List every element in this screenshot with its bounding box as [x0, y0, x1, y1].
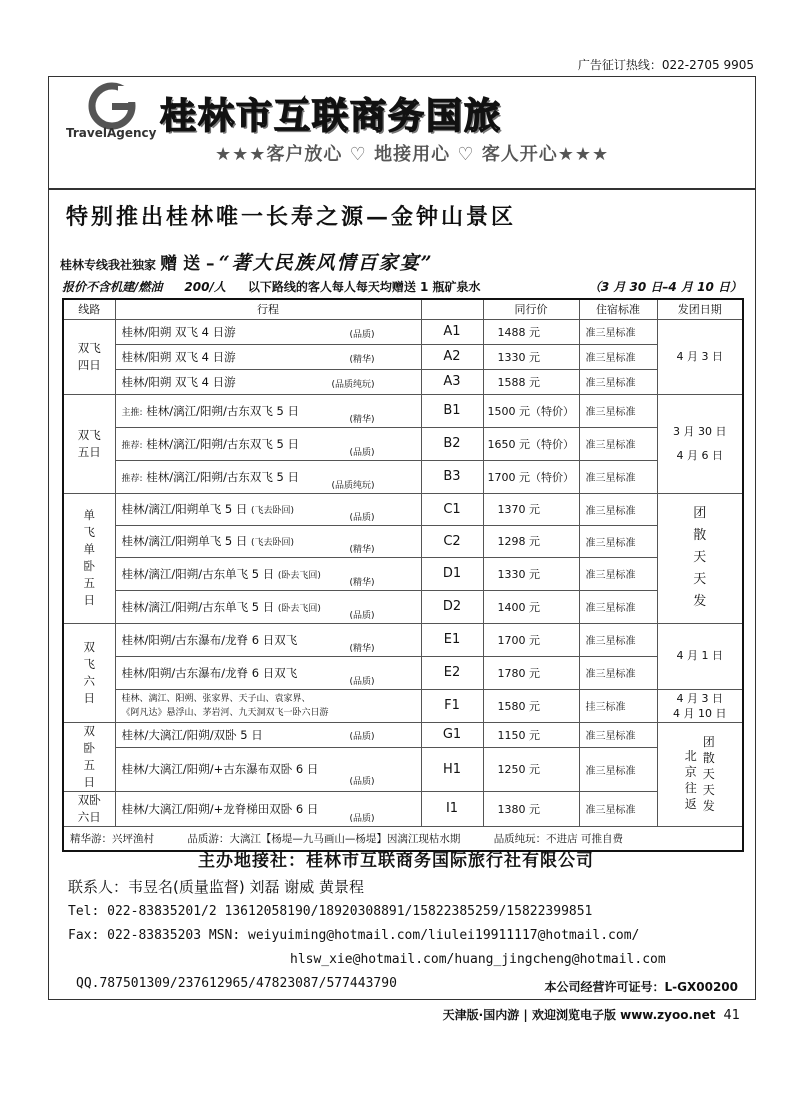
hotel-cell: 准三星标准: [579, 460, 657, 493]
header-cell: [421, 299, 483, 319]
route-cell: 主推: 桂林/漓江/阳朔/古东双飞 5 日 (精华): [115, 394, 421, 427]
table-row: [63, 460, 743, 493]
operator-name: 主办地接社：桂林市互联商务国际旅行社有限公司: [198, 851, 594, 871]
table-row: [63, 394, 743, 427]
code-cell: H1: [421, 747, 483, 791]
table-row: [63, 557, 743, 590]
departure-cell: 3 月 30 日 4 月 6 日: [657, 394, 743, 493]
hotel-cell: 准三星标准: [579, 557, 657, 590]
route-cell: 桂林、漓江、阳朔、张家界、天子山、袁家界、 《阿凡达》悬浮山、茅岩河、九天洞双飞一卧六日游: [115, 689, 421, 722]
table-row: [63, 344, 743, 369]
header-cell: 住宿标准: [579, 299, 657, 319]
group-label: 双飞 四日: [63, 319, 115, 394]
group-label: 双 飞 六 日: [63, 623, 115, 722]
table-row: [63, 722, 743, 747]
code-cell: I1: [421, 791, 483, 826]
footnote-chunwan: 品质纯玩：不进店 可推自费: [493, 832, 624, 845]
hotel-cell: 准三星标准: [579, 319, 657, 344]
code-cell: E1: [421, 623, 483, 656]
table-row: [63, 319, 743, 344]
route-cell: 桂林/阳朔/古东瀑布/龙脊 6 日双飞 (品质): [115, 656, 421, 689]
departure-cell: 4 月 3 日: [657, 319, 743, 394]
price-cell: 1400 元: [483, 590, 579, 623]
price-cell: 1330 元: [483, 557, 579, 590]
route-cell: 桂林/漓江/阳朔单飞 5 日 (飞去卧回) (精华): [115, 525, 421, 557]
hotel-cell: 准三星标准: [579, 525, 657, 557]
table-row: [63, 590, 743, 623]
table-row: [63, 689, 743, 722]
hotel-cell: 准三星标准: [579, 369, 657, 394]
table-row: [63, 427, 743, 460]
route-cell: 桂林/漓江/阳朔/古东单飞 5 日 (卧去飞回) (精华): [115, 557, 421, 590]
contact-tel: Tel: 022-83835201/2 13612058190/18920308891/15822385259/15822399851: [68, 904, 593, 919]
departure-cell: 团 散 天 天 发: [657, 493, 743, 623]
route-cell: 桂林/漓江/阳朔单飞 5 日 (飞去卧回) (品质): [115, 493, 421, 525]
gift-banquet: “著大民族风情百家宴”: [218, 252, 434, 274]
price-cell: 1380 元: [483, 791, 579, 826]
price-note: [62, 278, 742, 295]
hotel-cell: 准三星标准: [579, 344, 657, 369]
group-label: 单 飞 单 卧 五 日: [63, 493, 115, 623]
route-cell: 推荐: 桂林/漓江/阳朔/古东双飞 5 日 (品质): [115, 427, 421, 460]
contact-msn: hlsw_xie@hotmail.com/huang_jingcheng@hotmail.com: [290, 952, 666, 967]
code-cell: A1: [421, 319, 483, 344]
table-row: [63, 791, 743, 826]
code-cell: A3: [421, 369, 483, 394]
hotel-cell: 准三星标准: [579, 722, 657, 747]
departure-note: 团 散 天 天 发: [702, 735, 715, 813]
license-number: 本公司经营许可证号：L-GX00200: [544, 980, 738, 994]
page-footer: [443, 1006, 740, 1023]
route-cell: 桂林/阳朔 双飞 4 日游 (精华): [115, 344, 421, 369]
hotel-cell: 准三星标准: [579, 493, 657, 525]
route-table: [62, 298, 744, 852]
code-cell: G1: [421, 722, 483, 747]
logo-icon: [88, 82, 136, 130]
page-number: 41: [723, 1008, 740, 1023]
exclusion-note: 报价不含机建/燃油: [62, 280, 163, 294]
gift-prefix: 桂林专线我社独家: [60, 258, 157, 272]
divider: [48, 188, 756, 190]
route-cell: 桂林/漓江/阳朔/古东单飞 5 日 (卧去飞回) (品质): [115, 590, 421, 623]
route-cell: 桂林/大漓江/阳朔/双卧 5 日 (品质): [115, 722, 421, 747]
footer-text: 天津版·国内游 | 欢迎浏览电子版 www.zyoo.net: [442, 1008, 716, 1022]
hotel-cell: 准三星标准: [579, 747, 657, 791]
table-row: [63, 747, 743, 791]
price-cell: 1650 元（特价）: [483, 427, 579, 460]
hotel-cell: 挂三标准: [579, 689, 657, 722]
code-cell: B2: [421, 427, 483, 460]
price-cell: 1298 元: [483, 525, 579, 557]
headline: 特别推出桂林唯一长寿之源—金钟山景区: [66, 204, 517, 230]
price-cell: 1588 元: [483, 369, 579, 394]
code-cell: B1: [421, 394, 483, 427]
route-cell: 桂林/阳朔 双飞 4 日游 (品质纯玩): [115, 369, 421, 394]
water-note: 以下路线的客人每人每天均赠送 1 瓶矿泉水: [247, 280, 481, 294]
code-cell: C1: [421, 493, 483, 525]
table-row: [63, 656, 743, 689]
price-cell: 1150 元: [483, 722, 579, 747]
price-cell: 1250 元: [483, 747, 579, 791]
ad-hotline: 广告征订热线：022-2705 9905: [577, 58, 754, 72]
route-cell: 推荐: 桂林/漓江/阳朔/古东双飞 5 日 (品质纯玩): [115, 460, 421, 493]
contact-qq: QQ.787501309/237612965/47823087/577443790: [76, 976, 397, 991]
hotel-cell: 准三星标准: [579, 623, 657, 656]
hotel-cell: 准三星标准: [579, 590, 657, 623]
contact-people: 联系人：韦昱名(质量监督) 刘磊 谢威 黄景程: [68, 878, 365, 896]
price-cell: 1370 元: [483, 493, 579, 525]
header-cell: 发团日期: [657, 299, 743, 319]
header-cell: 线路: [63, 299, 115, 319]
hotel-cell: 准三星标准: [579, 791, 657, 826]
gift-verb: 赠 送 –: [160, 254, 215, 274]
code-cell: A2: [421, 344, 483, 369]
departure-cell: 4 月 1 日: [657, 623, 743, 689]
price-cell: 1780 元: [483, 656, 579, 689]
code-cell: F1: [421, 689, 483, 722]
departure-cell: [657, 722, 743, 826]
table-header: [63, 299, 743, 319]
route-cell: 桂林/大漓江/阳朔/+龙脊梯田双卧 6 日 (品质): [115, 791, 421, 826]
slogan: ★★★客户放心 ♡ 地接用心 ♡ 客人开心★★★: [215, 144, 610, 165]
table-row: [63, 623, 743, 656]
fee-note: 200/人: [184, 280, 226, 294]
route-cell: 桂林/阳朔 双飞 4 日游 (品质): [115, 319, 421, 344]
route-cell: 桂林/大漓江/阳朔/+古东瀑布双卧 6 日 (品质): [115, 747, 421, 791]
code-cell: C2: [421, 525, 483, 557]
departure-note: 北 京 往 返: [684, 749, 697, 811]
price-cell: 1700 元: [483, 623, 579, 656]
header-cell: 行程: [115, 299, 421, 319]
hotel-cell: 准三星标准: [579, 394, 657, 427]
price-cell: 1330 元: [483, 344, 579, 369]
group-label: 双 卧 五 日: [63, 722, 115, 791]
table-row: [63, 493, 743, 525]
price-cell: 1580 元: [483, 689, 579, 722]
group-label: 双飞 五日: [63, 394, 115, 493]
agency-name: 桂林市互联商务国旅: [160, 95, 503, 137]
group-label: 双卧 六日: [63, 791, 115, 826]
table-row: [63, 369, 743, 394]
code-cell: E2: [421, 656, 483, 689]
footnote-pinzhi: 品质游：大漓江【杨堤—九马画山—杨堤】因漓江现枯水期: [187, 832, 461, 845]
price-cell: 1488 元: [483, 319, 579, 344]
logo-text: TravelAgency: [66, 126, 157, 140]
gift-line: [60, 248, 434, 275]
hotel-cell: 准三星标准: [579, 427, 657, 460]
code-cell: B3: [421, 460, 483, 493]
date-range: （3 月 30 日–4 月 10 日）: [588, 280, 742, 294]
header-cell: 同行价: [483, 299, 579, 319]
table-row: [63, 525, 743, 557]
code-cell: D1: [421, 557, 483, 590]
price-cell: 1700 元（特价）: [483, 460, 579, 493]
route-cell: 桂林/阳朔/古东瀑布/龙脊 6 日双飞 (精华): [115, 623, 421, 656]
code-cell: D2: [421, 590, 483, 623]
departure-cell: 4 月 3 日 4 月 10 日: [657, 689, 743, 722]
hotel-cell: 准三星标准: [579, 656, 657, 689]
contact-fax: Fax: 022-83835203 MSN: weiyuiming@hotmail.com/liulei19911117@hotmail.com/: [68, 928, 640, 943]
footnote-jinghua: 精华游：兴坪渔村: [70, 832, 154, 845]
price-cell: 1500 元（特价）: [483, 394, 579, 427]
